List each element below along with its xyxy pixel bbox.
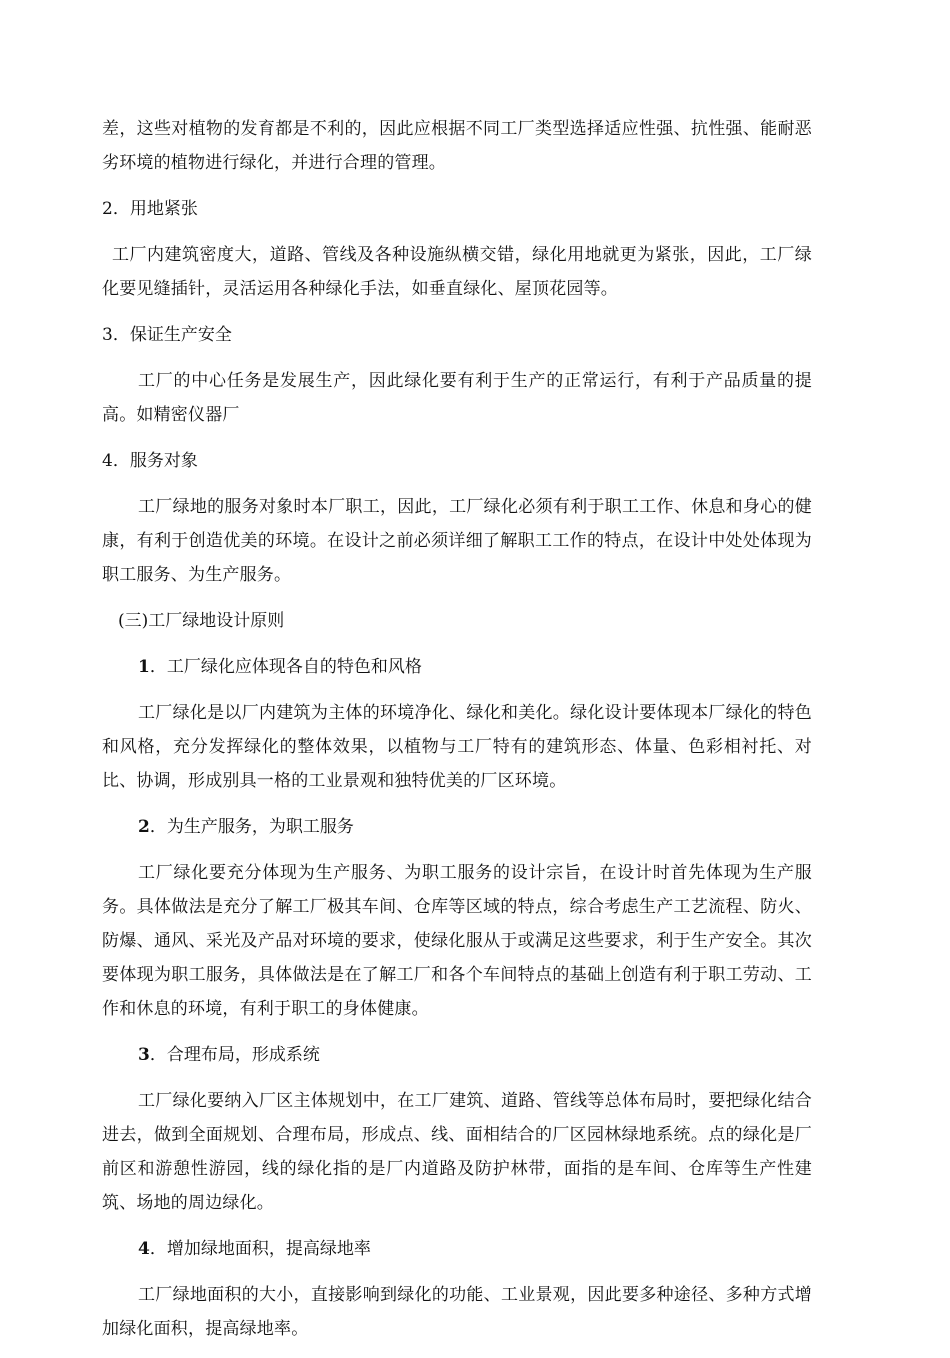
principle-2-number: 2 bbox=[138, 817, 150, 837]
principle-1-title: ．工厂绿化应体现各自的特色和风格 bbox=[149, 657, 422, 677]
principle-3-heading bbox=[102, 1038, 812, 1072]
paragraph-continuation: 差，这些对植物的发育都是不利的，因此应根据不同工厂类型选择适应性强、抗性强、能耐恶劣环境的植物进行绿化，并进行合理的管理。 bbox=[102, 119, 812, 173]
principle-4-number: 4 bbox=[138, 1239, 150, 1259]
principle-2-title: ．为生产服务，为职工服务 bbox=[149, 817, 354, 837]
heading-service-target: 4．服务对象 bbox=[102, 451, 198, 471]
paragraph-production-safety: 工厂的中心任务是发展生产，因此绿化要有利于生产的正常运行，有利于产品质量的提高。如精密仪器厂 bbox=[102, 371, 812, 425]
principle-2-body: 工厂绿化要充分体现为生产服务、为职工服务的设计宗旨，在设计时首先体现为生产服务。具体做法是充分了解工厂极其车间、仓库等区域的特点，综合考虑生产工艺流程、防火、防爆、通风、采光及产品对环境的要求，使绿化服从于或满足这些要求，利于生产安全。其次要体现为职工服务，具体做法是在了解工厂和各个车间特点的基础上创造有利于职工劳动、工作和休息的环境，有利于职工的身体健康。 bbox=[102, 863, 812, 1019]
principle-3-body: 工厂绿化要纳入厂区主体规划中，在工厂建筑、道路、管线等总体布局时，要把绿化结合进去，做到全面规划、合理布局，形成点、线、面相结合的厂区园林绿地系统。点的绿化是厂前区和游憩性游园，线的绿化指的是厂内道路及防护林带，面指的是车间、仓库等生产性建筑、场地的周边绿化。 bbox=[102, 1091, 812, 1213]
document-page bbox=[102, 112, 812, 1358]
heading-land-shortage: 2．用地紧张 bbox=[102, 199, 198, 219]
paragraph-land-shortage: 工厂内建筑密度大，道路、管线及各种设施纵横交错，绿化用地就更为紧张，因此，工厂绿化要见缝插针，灵活运用各种绿化手法，如垂直绿化、屋顶花园等。 bbox=[102, 245, 812, 299]
principle-1-body: 工厂绿化是以厂内建筑为主体的环境净化、绿化和美化。绿化设计要体现本厂绿化的特色和风格，充分发挥绿化的整体效果，以植物与工厂特有的建筑形态、体量、色彩相衬托、对比、协调，形成别具一格的工业景观和独特优美的厂区环境。 bbox=[102, 703, 812, 791]
section-heading-design-principles: (三)工厂绿地设计原则 bbox=[118, 611, 285, 631]
principle-3-title: ．合理布局，形成系统 bbox=[149, 1045, 320, 1065]
principle-3-number: 3 bbox=[138, 1045, 150, 1065]
principle-1-number: 1 bbox=[138, 657, 150, 677]
principle-4-body: 工厂绿地面积的大小，直接影响到绿化的功能、工业景观，因此要多种途径、多种方式增加绿化面积，提高绿地率。 bbox=[102, 1285, 812, 1339]
principle-2-heading bbox=[102, 810, 812, 844]
principle-4-heading bbox=[102, 1232, 812, 1266]
paragraph-service-target: 工厂绿地的服务对象时本厂职工，因此，工厂绿化必须有利于职工工作、休息和身心的健康，有利于创造优美的环境。在设计之前必须详细了解职工工作的特点，在设计中处处体现为职工服务、为生产服务。 bbox=[102, 497, 812, 585]
principle-1-heading bbox=[102, 650, 812, 684]
heading-production-safety: 3．保证生产安全 bbox=[102, 325, 232, 345]
principle-4-title: ．增加绿地面积，提高绿地率 bbox=[149, 1239, 371, 1259]
